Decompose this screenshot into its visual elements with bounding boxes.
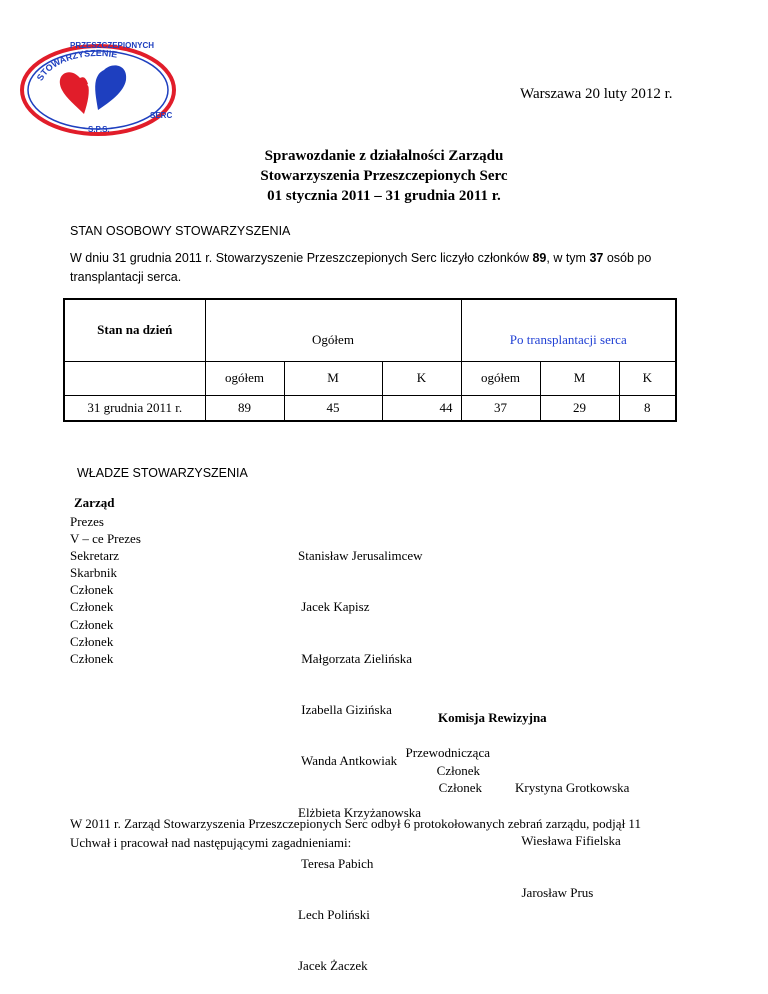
member-name: Stanisław Jerusalimcew bbox=[298, 548, 423, 564]
member-name: Lech Poliński bbox=[298, 907, 370, 923]
role: Członek bbox=[436, 762, 480, 778]
role: Skarbnik bbox=[70, 565, 117, 581]
member-name: Jacek Żaczek bbox=[298, 958, 368, 974]
intro-line-2: transplantacji serca. bbox=[70, 270, 182, 284]
table-cell: 44 bbox=[382, 395, 461, 421]
role: Prezes bbox=[70, 514, 104, 529]
wladze-heading: WŁADZE STOWARZYSZENIA bbox=[77, 466, 248, 480]
role: Członek bbox=[70, 599, 114, 615]
role: Sekretarz bbox=[70, 548, 120, 564]
role: Przewodnicząca bbox=[405, 745, 490, 760]
member-name: Wiesława Fifielska bbox=[515, 832, 621, 848]
stan-na-dzien-header: Stan na dzień bbox=[64, 299, 205, 361]
komisja-roles bbox=[395, 744, 490, 797]
sub-header: K bbox=[619, 361, 676, 395]
komisja-heading: Komisja Rewizyjna bbox=[438, 710, 547, 725]
svg-text:PRZESZCZEPIONYCH: PRZESZCZEPIONYCH bbox=[70, 41, 155, 50]
heart-logo-icon bbox=[18, 40, 178, 140]
role: Członek bbox=[70, 650, 114, 666]
ogolem-group-header: Ogółem bbox=[205, 299, 461, 361]
empty-cell bbox=[64, 361, 205, 395]
sub-header: ogółem bbox=[205, 361, 284, 395]
member-name: Małgorzata Zielińska bbox=[298, 650, 413, 666]
table-cell: 8 bbox=[619, 395, 676, 421]
table-cell: 89 bbox=[205, 395, 284, 421]
transplanted-count: 37 bbox=[589, 251, 604, 265]
member-name: Teresa Pabich bbox=[298, 855, 374, 871]
svg-text:STOWARZYSZENIE: STOWARZYSZENIE bbox=[34, 47, 119, 83]
row-label: 31 grudnia 2011 r. bbox=[64, 395, 205, 421]
sub-header: M bbox=[284, 361, 382, 395]
svg-text:S.P.S.: S.P.S. bbox=[88, 125, 110, 134]
role: Członek bbox=[438, 780, 482, 795]
table-cell: 45 bbox=[284, 395, 382, 421]
members-count: 89 bbox=[532, 251, 547, 265]
zarzad-roles bbox=[70, 513, 141, 667]
member-name: Jacek Kapisz bbox=[298, 599, 370, 615]
association-logo bbox=[18, 40, 178, 140]
svg-text:SERC: SERC bbox=[150, 111, 173, 120]
intro-paragraph bbox=[70, 249, 720, 287]
document-date: Warszawa 20 luty 2012 r. bbox=[520, 86, 673, 102]
membership-table bbox=[63, 298, 677, 422]
document-title bbox=[0, 146, 768, 206]
table-cell: 37 bbox=[461, 395, 540, 421]
title-line-2: Stowarzyszenia Przeszczepionych Serc bbox=[260, 168, 508, 184]
intro-text-2: , w tym bbox=[546, 251, 590, 265]
sub-header: ogółem bbox=[461, 361, 540, 395]
closing-line-1: W 2011 r. Zarząd Stowarzyszenia Przeszczepionych Serc odbył 6 protokołowanych zebrań zarządu, podjął 11 bbox=[70, 816, 641, 831]
member-name: Jarosław Prus bbox=[515, 885, 594, 900]
member-name: Wanda Antkowiak bbox=[298, 753, 398, 769]
member-name: Krystyna Grotkowska bbox=[515, 780, 630, 795]
title-line-1: Sprawozdanie z działalności Zarządu bbox=[264, 148, 504, 164]
intro-text: W dniu 31 grudnia 2011 r. Stowarzyszenie Przeszczepionych Serc liczyło członków bbox=[70, 251, 533, 265]
sub-header: K bbox=[382, 361, 461, 395]
role: Członek bbox=[70, 633, 114, 649]
member-name: Elżbieta Krzyżanowska bbox=[298, 804, 422, 820]
role: Członek bbox=[70, 616, 114, 632]
sub-header: M bbox=[540, 361, 619, 395]
closing-paragraph bbox=[70, 814, 730, 852]
role: V – ce Prezes bbox=[70, 531, 141, 547]
zarzad-heading: Zarząd bbox=[74, 495, 115, 510]
closing-line-2: Uchwał i pracował nad następującymi zagadnieniami: bbox=[70, 835, 352, 850]
transplant-group-header: Po transplantacji serca bbox=[461, 299, 676, 361]
table-cell: 29 bbox=[540, 395, 619, 421]
stan-osobowy-heading: STAN OSOBOWY STOWARZYSZENIA bbox=[70, 224, 291, 238]
role: Członek bbox=[70, 582, 114, 598]
intro-text-3: osób po bbox=[603, 251, 652, 265]
title-line-3: 01 stycznia 2011 – 31 grudnia 2011 r. bbox=[267, 188, 501, 204]
member-name: Izabella Gizińska bbox=[298, 702, 392, 718]
